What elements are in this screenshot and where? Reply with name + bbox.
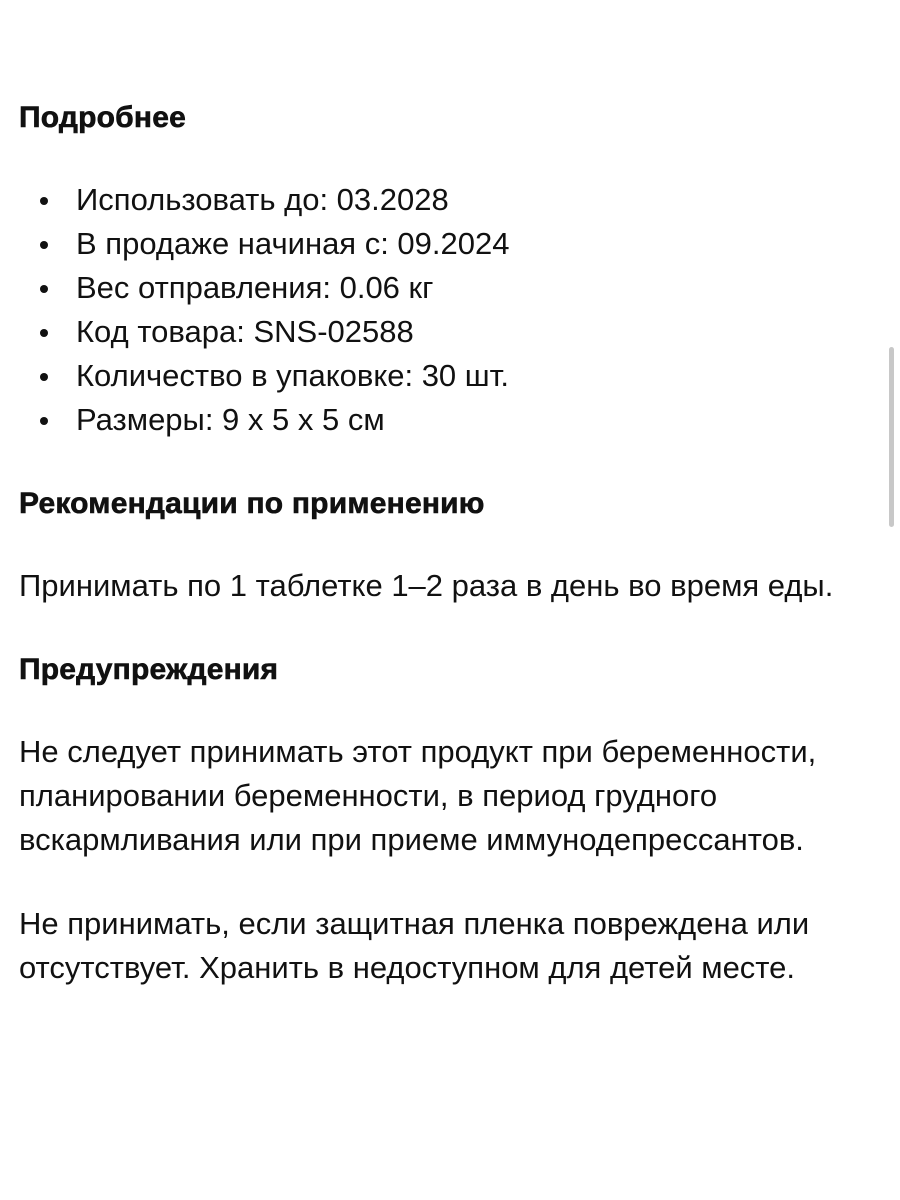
details-list	[19, 178, 879, 442]
vertical-scrollbar[interactable]	[889, 347, 894, 527]
details-item-label: В продаже начиная с: 09.2024	[76, 226, 510, 261]
bullet-dot-icon	[40, 285, 48, 293]
recommendations-heading: Рекомендации по применению	[19, 487, 485, 520]
details-item-label: Использовать до: 03.2028	[76, 182, 449, 217]
details-item-label: Количество в упаковке: 30 шт.	[76, 358, 510, 393]
details-item-dimensions	[19, 398, 879, 442]
product-info-content	[19, 96, 879, 990]
details-item-label: Код товара: SNS-02588	[76, 314, 414, 349]
warnings-paragraph: Не принимать, если защитная пленка повреждена или отсутствует. Хранить в недоступном для детей месте.	[19, 906, 810, 985]
bullet-dot-icon	[40, 329, 48, 337]
details-item-expiry	[19, 178, 879, 222]
details-item-product-code	[19, 310, 879, 354]
details-item-label: Вес отправления: 0.06 кг	[76, 270, 434, 305]
details-item-on-sale-since	[19, 222, 879, 266]
details-item-weight	[19, 266, 879, 310]
details-heading: Подробнее	[19, 101, 187, 134]
bullet-dot-icon	[40, 197, 48, 205]
bullet-dot-icon	[40, 417, 48, 425]
warnings-heading: Предупреждения	[19, 653, 279, 686]
details-item-label: Размеры: 9 x 5 x 5 см	[76, 402, 385, 437]
bullet-dot-icon	[40, 373, 48, 381]
details-item-quantity	[19, 354, 879, 398]
recommendations-text: Принимать по 1 таблетке 1–2 раза в день во время еды.	[19, 568, 834, 603]
bullet-dot-icon	[40, 241, 48, 249]
warnings-paragraph: Не следует принимать этот продукт при беременности, планировании беременности, в период грудного вскармливания или при приеме иммунодепрессантов.	[19, 734, 817, 857]
